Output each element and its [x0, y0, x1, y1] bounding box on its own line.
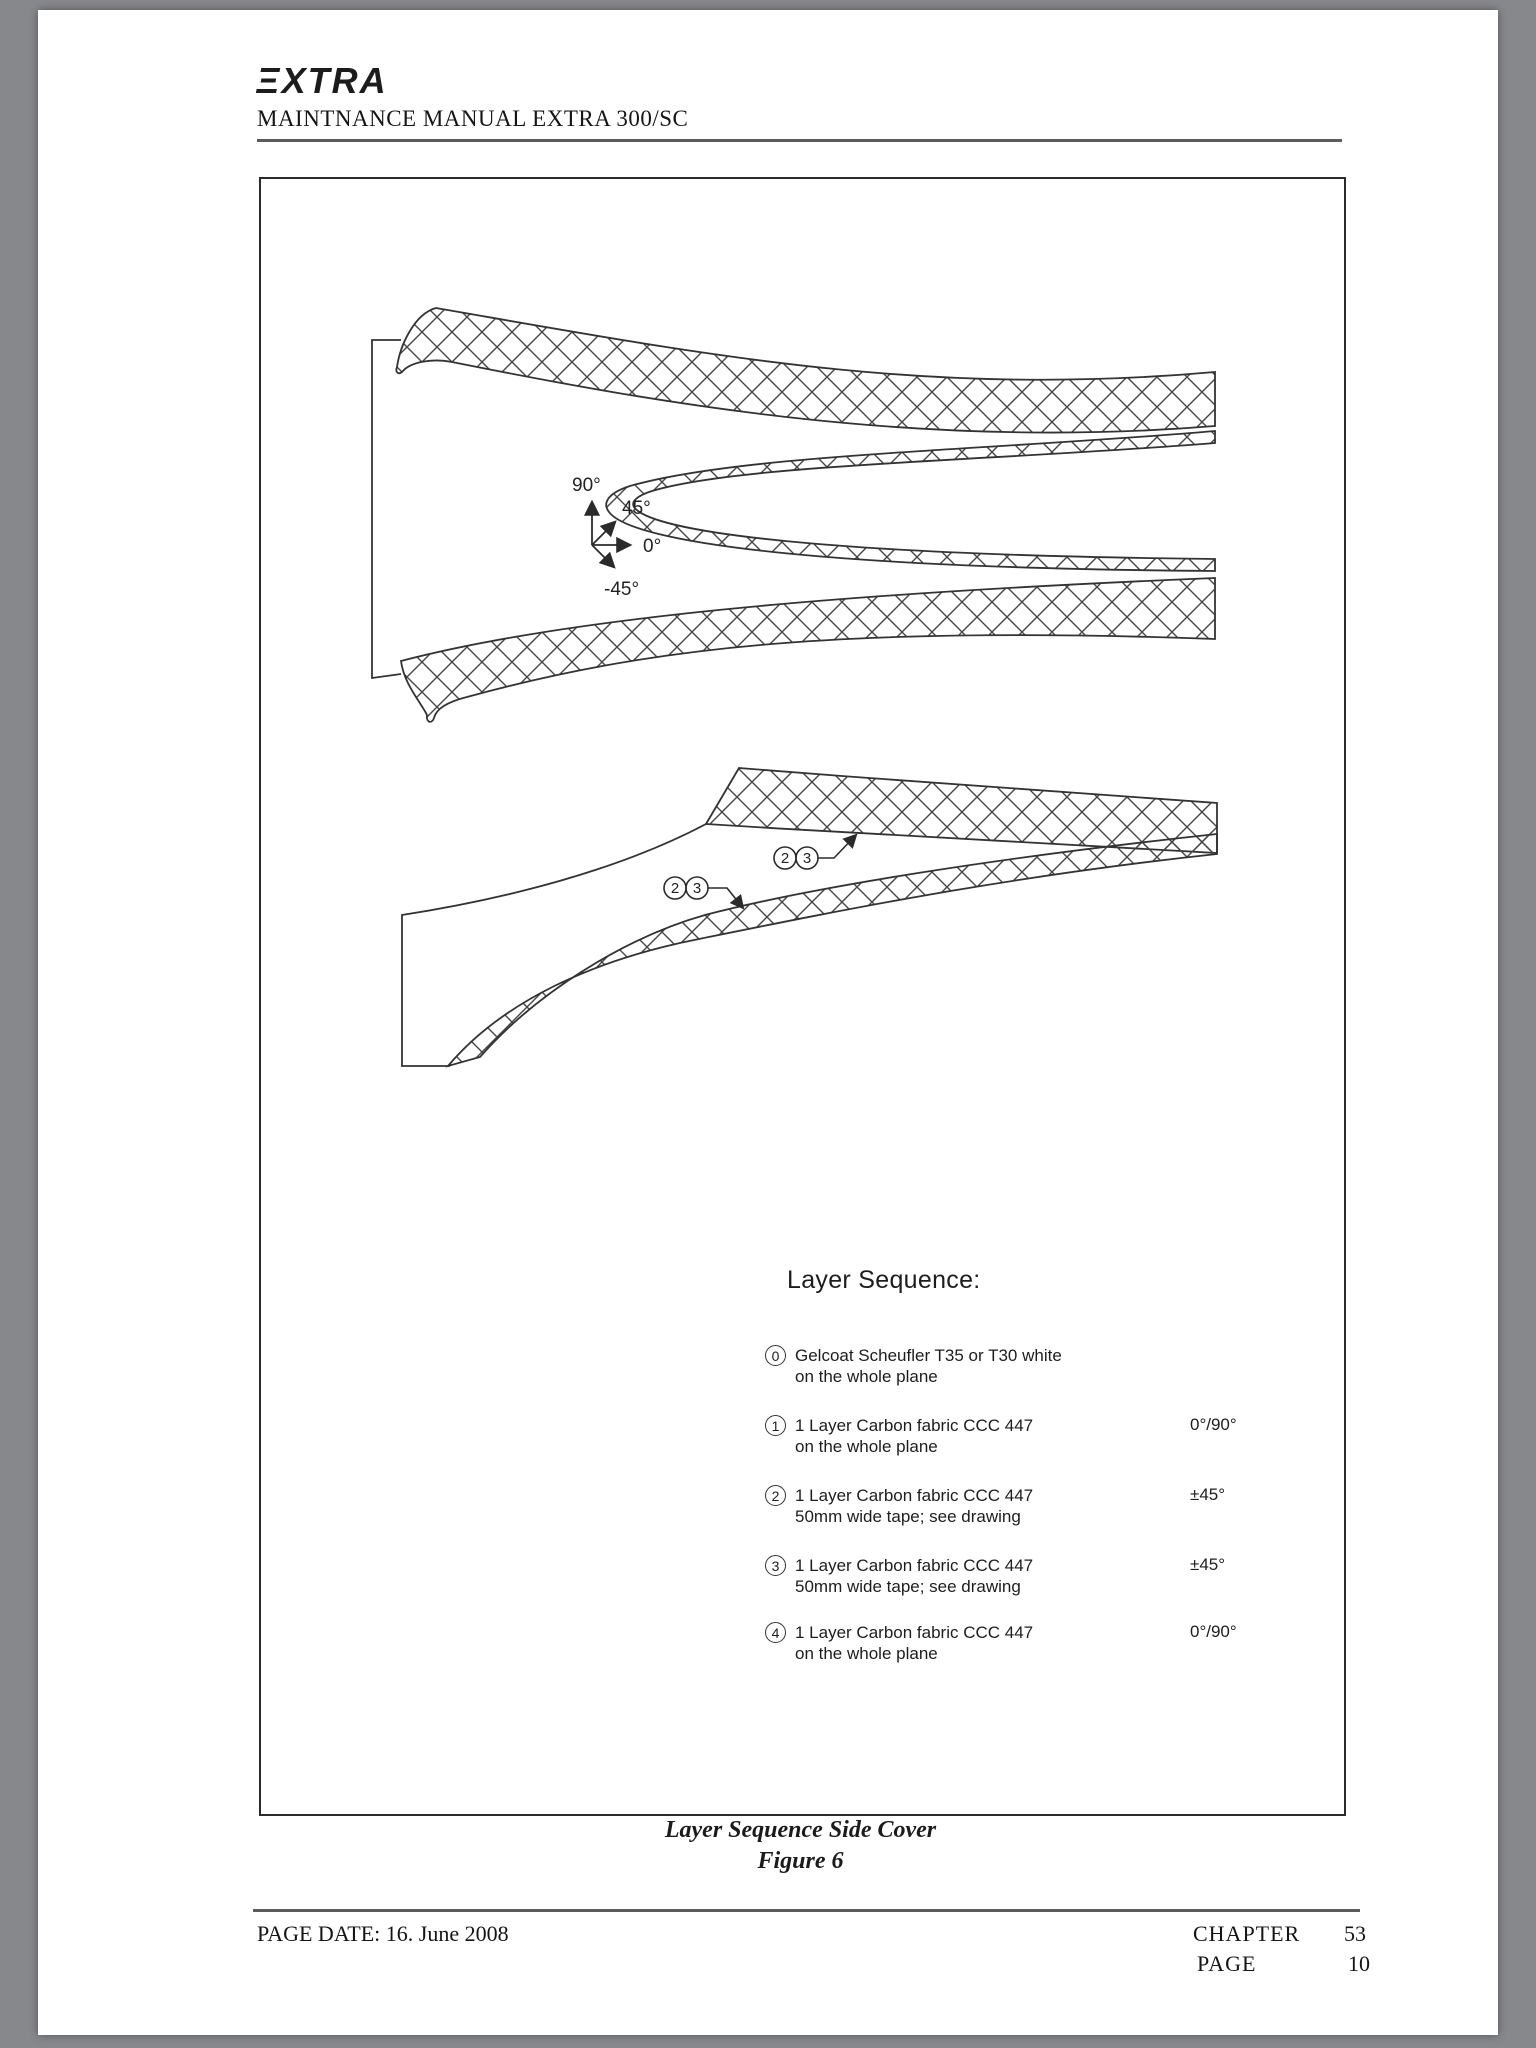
rose-label-90: 90° [572, 475, 601, 496]
layer-item-1-line2: on the whole plane [795, 1437, 938, 1456]
layer-item-2-line2: 50mm wide tape; see drawing [795, 1507, 1021, 1526]
header-rule [257, 139, 1342, 142]
rose-label-45: 45° [622, 498, 651, 519]
layer-item-4-line1: 1 Layer Carbon fabric CCC 447 [795, 1623, 1034, 1642]
layer-item-0-line1: Gelcoat Scheufler T35 or T30 white [795, 1346, 1062, 1365]
cross-section-upper [372, 308, 1215, 722]
layer-item-3 [765, 1555, 1245, 1597]
upper-u-band [606, 431, 1215, 571]
layer-item-0-number: 0 [765, 1345, 786, 1366]
layer-item-4-angle: 0°/90° [1190, 1622, 1237, 1641]
layer-item-0 [765, 1345, 1245, 1387]
upper-left-edge [372, 340, 401, 678]
layer-item-1 [765, 1415, 1245, 1457]
callout-upper-digit-3: 3 [802, 850, 812, 867]
layer-item-1-number: 1 [765, 1415, 786, 1436]
rose-arrow-neg45 [592, 545, 614, 567]
footer-rule [253, 1909, 1360, 1912]
layer-item-3-line2: 50mm wide tape; see drawing [795, 1577, 1021, 1596]
footer-page-date: PAGE DATE: 16. June 2008 [257, 1921, 509, 1946]
layer-item-1-angle: 0°/90° [1190, 1415, 1237, 1434]
cross-section-lower [402, 768, 1217, 1066]
manual-title: MAINTNANCE MANUAL EXTRA 300/SC [257, 106, 689, 131]
footer-page-value: 10 [1348, 1951, 1370, 1976]
rose-arrow-45 [592, 522, 615, 545]
layer-item-2-line1: 1 Layer Carbon fabric CCC 447 [795, 1486, 1034, 1505]
footer-page-label: PAGE [1197, 1951, 1257, 1976]
rose-label-neg45: -45° [604, 579, 640, 600]
lower-top-band [706, 768, 1217, 853]
manual-page [38, 10, 1498, 2035]
layer-item-2-number: 2 [765, 1485, 786, 1506]
callout-upper-digit-2: 2 [780, 850, 790, 867]
extra-logo: ΞXTRA [256, 60, 388, 101]
layer-item-4 [765, 1622, 1245, 1664]
layer-item-0-line2: on the whole plane [795, 1367, 938, 1386]
rose-label-0: 0° [643, 536, 662, 557]
figure-caption-number: Figure 6 [757, 1848, 844, 1874]
callout-lower-digit-2: 2 [670, 880, 680, 897]
layer-item-3-number: 3 [765, 1555, 786, 1576]
layer-item-2-angle: ±45° [1190, 1485, 1226, 1504]
layer-item-1-line1: 1 Layer Carbon fabric CCC 447 [795, 1416, 1034, 1435]
footer-chapter-label: CHAPTER [1193, 1921, 1301, 1946]
figure-caption [259, 1815, 1342, 1877]
callout-lower-digit-3: 3 [692, 880, 702, 897]
layer-item-4-line2: on the whole plane [795, 1644, 938, 1663]
upper-top-band [396, 308, 1215, 433]
upper-bottom-band [401, 578, 1215, 722]
layer-item-3-angle: ±45° [1190, 1555, 1226, 1574]
lower-thin-band [448, 834, 1217, 1066]
layer-item-2 [765, 1485, 1245, 1527]
figure-caption-title: Layer Sequence Side Cover [664, 1817, 937, 1843]
footer-chapter-value: 53 [1344, 1921, 1366, 1946]
layer-sequence-heading: Layer Sequence: [787, 1266, 981, 1294]
layer-item-3-line1: 1 Layer Carbon fabric CCC 447 [795, 1556, 1034, 1575]
layer-item-4-number: 4 [765, 1622, 786, 1643]
